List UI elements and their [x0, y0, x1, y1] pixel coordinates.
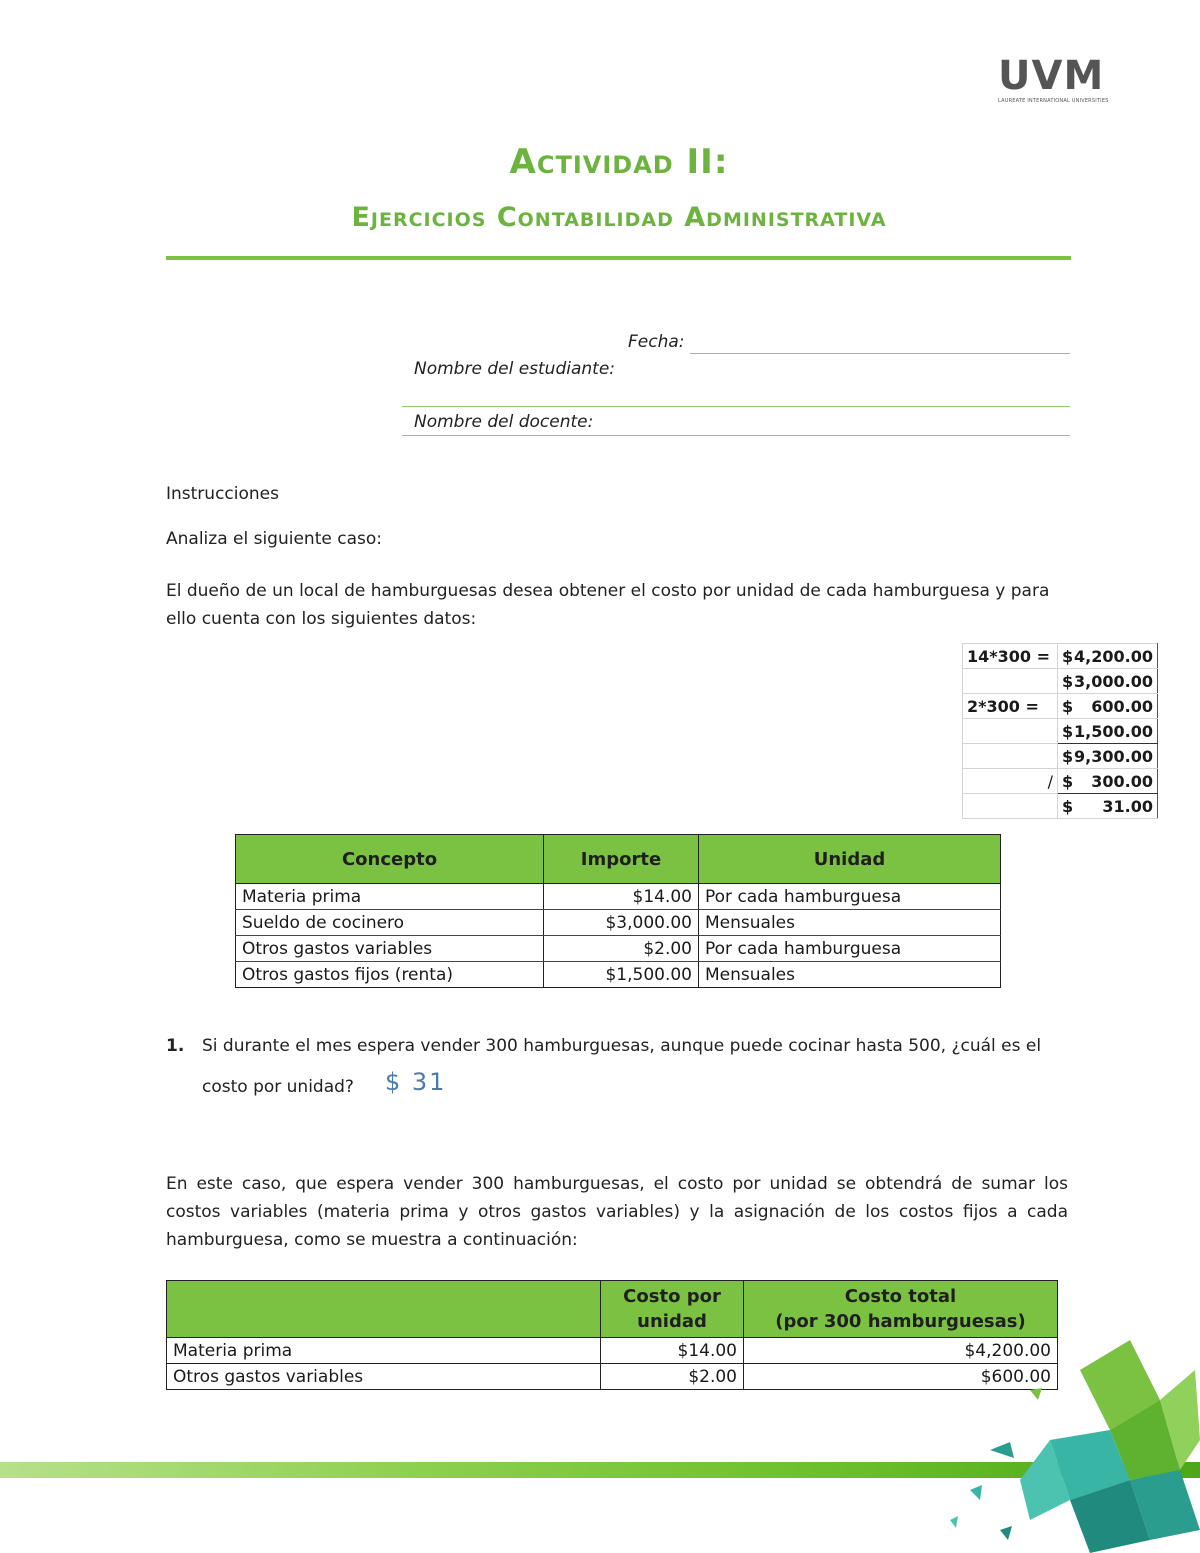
fecha-line[interactable]: [690, 353, 1070, 354]
calc-label: 2*300 =: [963, 694, 1058, 719]
header-concepto: Concepto: [236, 835, 544, 884]
cell-total: $4,200.00: [744, 1338, 1058, 1364]
calc-value: 31.00: [1102, 796, 1153, 816]
uvm-logo: [998, 53, 1122, 108]
calc-row: [963, 794, 1158, 819]
header-costo-unidad: [601, 1281, 744, 1338]
costos-table: [166, 1280, 1058, 1390]
cell-concepto: Otros gastos variables: [236, 936, 544, 962]
table-row: [236, 910, 1001, 936]
calc-symbol: $: [1062, 746, 1074, 766]
calc-row: [963, 769, 1158, 794]
calc-label: [963, 719, 1058, 744]
calc-row: [963, 694, 1158, 719]
table-row: [167, 1364, 1058, 1390]
calc-value: 300.00: [1091, 771, 1153, 791]
calc-symbol: $: [1062, 721, 1074, 741]
calc-value: 600.00: [1091, 696, 1153, 716]
docente-label: Nombre del docente:: [414, 412, 594, 432]
footer-polygon-decoration: [930, 1330, 1200, 1553]
explanation-line-3: hamburguesa, como se muestra a continuación:: [166, 1230, 578, 1250]
table-row: [236, 962, 1001, 988]
docente-line[interactable]: [402, 435, 1070, 436]
calc-symbol: $: [1062, 696, 1074, 716]
explanation-line-1: En este caso, que espera vender 300 hamburguesas, el costo por unidad se obtendrá de sumar los: [166, 1174, 1068, 1194]
calc-value: 3,000.00: [1074, 671, 1153, 691]
table-header-row: [236, 835, 1001, 884]
header-blank: [167, 1281, 601, 1338]
case-line-1: El dueño de un local de hamburguesas desea obtener el costo por unidad de cada hamburguesa y para: [166, 581, 1050, 601]
header-costo-total-l1: Costo total: [844, 1286, 957, 1307]
calc-label: /: [963, 769, 1058, 794]
title-divider: [166, 256, 1071, 260]
calc-symbol: $: [1062, 771, 1074, 791]
table-row: [236, 884, 1001, 910]
header-costo-total: [744, 1281, 1058, 1338]
calc-symbol: $: [1062, 796, 1074, 816]
page-title: Actividad II:: [509, 142, 729, 182]
calc-row: [963, 719, 1158, 744]
cell-concepto: Otros gastos variables: [167, 1364, 601, 1390]
cell-unitario: $14.00: [601, 1338, 744, 1364]
cell-unitario: $2.00: [601, 1364, 744, 1390]
case-line-2: ello cuenta con los siguientes datos:: [166, 609, 477, 629]
calc-value: 1,500.00: [1074, 721, 1153, 741]
calc-label: [963, 794, 1058, 819]
calc-value: 4,200.00: [1074, 646, 1153, 666]
logo-subtitle: LAUREATE INTERNATIONAL UNIVERSITIES: [998, 98, 1109, 104]
page-subtitle: Ejercicios Contabilidad Administrativa: [351, 202, 887, 233]
cell-importe: $3,000.00: [544, 910, 699, 936]
question-line-1: Si durante el mes espera vender 300 hamburguesas, aunque puede cocinar hasta 500, ¿cuál es el: [202, 1036, 1042, 1056]
calc-row: [963, 744, 1158, 769]
calc-table: [962, 643, 1158, 819]
calc-row: [963, 644, 1158, 669]
cell-importe: $1,500.00: [544, 962, 699, 988]
table-row: [236, 936, 1001, 962]
calc-symbol: $: [1062, 646, 1074, 666]
cell-total: $600.00: [744, 1364, 1058, 1390]
cell-importe: $14.00: [544, 884, 699, 910]
estudiante-line[interactable]: [402, 406, 1070, 407]
cell-unidad: Por cada hamburguesa: [699, 936, 1001, 962]
datos-table: [235, 834, 1001, 988]
cell-concepto: Otros gastos fijos (renta): [236, 962, 544, 988]
cell-importe: $2.00: [544, 936, 699, 962]
calc-symbol: $: [1062, 671, 1074, 691]
instructions-heading: Instrucciones: [166, 484, 279, 504]
question-line-2: costo por unidad?: [202, 1077, 354, 1097]
table-row: [167, 1338, 1058, 1364]
header-costo-total-l2: (por 300 hamburguesas): [775, 1311, 1026, 1332]
header-unidad: Unidad: [699, 835, 1001, 884]
cell-unidad: Por cada hamburguesa: [699, 884, 1001, 910]
answer-text: $ 31: [385, 1068, 447, 1096]
calc-label: 14*300 =: [963, 644, 1058, 669]
calc-value: 9,300.00: [1074, 746, 1153, 766]
calc-label: [963, 669, 1058, 694]
cell-unidad: Mensuales: [699, 910, 1001, 936]
header-costo-unidad-l1: Costo por: [623, 1286, 721, 1307]
cell-concepto: Materia prima: [167, 1338, 601, 1364]
question-number: 1.: [166, 1036, 185, 1056]
explanation-line-2: costos variables (materia prima y otros gastos variables) y la asignación de los costos fijos a cada: [166, 1202, 1068, 1222]
header-importe: Importe: [544, 835, 699, 884]
analiza-text: Analiza el siguiente caso:: [166, 529, 382, 549]
cell-concepto: Sueldo de cocinero: [236, 910, 544, 936]
cell-unidad: Mensuales: [699, 962, 1001, 988]
calc-row: [963, 669, 1158, 694]
logo-text: UVM: [998, 53, 1105, 99]
fecha-label: Fecha:: [628, 332, 685, 352]
header-costo-unidad-l2: unidad: [637, 1311, 707, 1332]
cell-concepto: Materia prima: [236, 884, 544, 910]
calc-label: [963, 744, 1058, 769]
table-header-row: [167, 1281, 1058, 1338]
estudiante-label: Nombre del estudiante:: [414, 359, 616, 379]
